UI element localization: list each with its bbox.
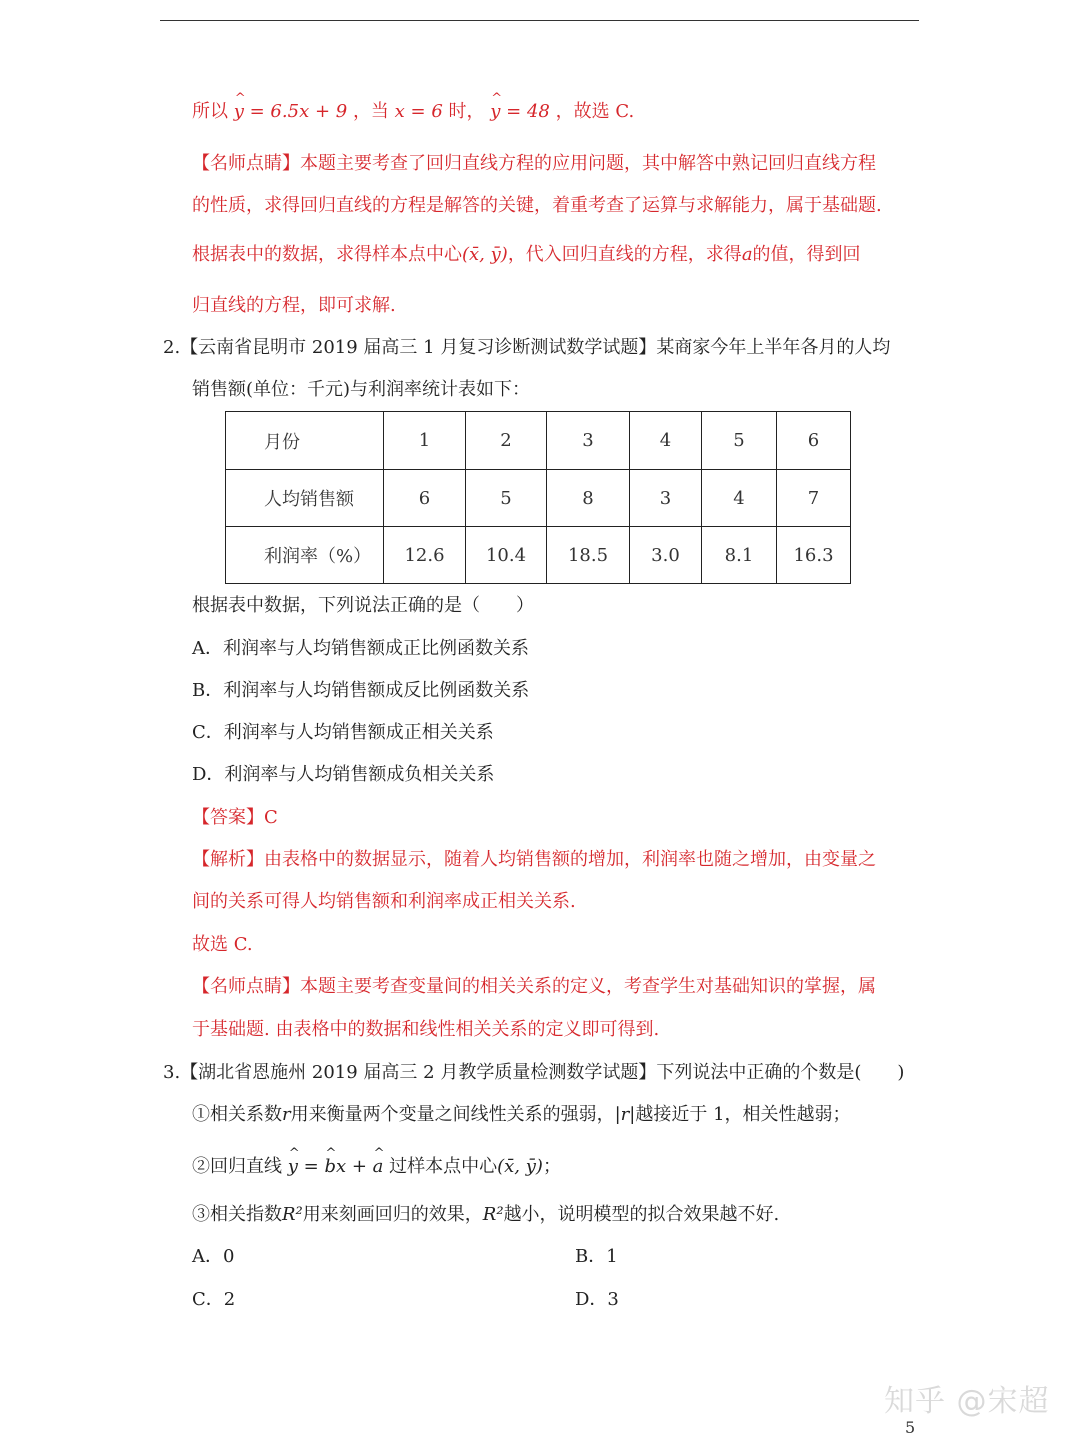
prev-tip-line-1: 【名师点睛】本题主要考查了回归直线方程的应用问题，其中解答中熟记回归直线方程 — [192, 153, 876, 174]
text-time: 时， — [448, 101, 485, 122]
q3-stem: 3.【湖北省恩施州 2019 届高三 2 月教学质量检测数学试题】下列说法中正确的个数是( ) — [163, 1062, 905, 1083]
regression-equation: ^ y = 6.5x + 9 — [234, 101, 347, 122]
q2-option-b: B．利润率与人均销售额成反比例函数关系 — [192, 680, 530, 701]
q3-statement-3: ③相关指数R²用来刻画回归的效果，R²越小，说明模型的拟合效果越不好. — [192, 1204, 780, 1225]
table-row-sales: 人均销售额 6 5 8 3 4 7 — [226, 470, 851, 527]
q2-prompt: 根据表中数据，下列说法正确的是（ ） — [192, 595, 534, 616]
y-value: ^ y = 48 — [490, 101, 550, 122]
solution-conclusion — [192, 100, 634, 124]
sales-profit-table — [225, 411, 851, 584]
q2-option-d: D．利润率与人均销售额成负相关关系 — [192, 764, 495, 785]
q2-stem-line-2: 销售额(单位：千元)与利润率统计表如下： — [192, 379, 531, 400]
watermark: 知乎 @宋超 — [884, 1384, 1050, 1419]
q2-analysis-line-2: 间的关系可得人均销售额和利润率成正相关关系. — [192, 891, 576, 912]
page-number: 5 — [905, 1418, 916, 1437]
q2-tip-line-1: 【名师点睛】本题主要考查变量间的相关关系的定义，考查学生对基础知识的掌握，属 — [192, 976, 876, 997]
q2-tip-line-2: 于基础题. 由表格中的数据和线性相关关系的定义即可得到. — [192, 1019, 660, 1040]
table-row-month: 月份 1 2 3 4 5 6 — [226, 412, 851, 470]
regression-line-equation: ^ y = ^ bx + ^ a — [288, 1156, 384, 1177]
q3-statement-1: ①相关系数r用来衡量两个变量之间线性关系的强弱，|r|越接近于 1，相关性越弱； — [192, 1104, 851, 1125]
q2-option-a: A．利润率与人均销售额成正比例函数关系 — [192, 638, 529, 659]
prev-tip-line-3: 根据表中的数据，求得样本点中心(x̄, ȳ)，代入回归直线的方程，求得a的值，得到回 — [192, 244, 861, 265]
param-a: a — [741, 244, 753, 265]
text-choose: ，故选 C. — [555, 101, 635, 122]
q3-option-c: C．2 — [192, 1289, 236, 1310]
x-value: x = 6 — [394, 101, 443, 122]
q2-choose: 故选 C. — [192, 934, 253, 955]
q3-option-b: B．1 — [575, 1246, 618, 1267]
sample-center: (x̄, ȳ) — [462, 244, 508, 265]
prev-tip-line-4: 归直线的方程，即可求解. — [192, 295, 396, 316]
q2-stem-line-1: 2.【云南省昆明市 2019 届高三 1 月复习诊断测试数学试题】某商家今年上半年各月的人均 — [163, 337, 891, 358]
q2-answer: 【答案】C — [192, 807, 278, 828]
q2-option-c: C．利润率与人均销售额成正相关关系 — [192, 722, 494, 743]
q3-statement-2: ②回归直线 ^ y = ^ bx + ^ a 过样本点中心(x̄, ȳ)； — [192, 1155, 561, 1179]
text-when: ，当 — [352, 101, 389, 122]
text-so: 所以 — [192, 101, 228, 122]
q3-option-a: A．0 — [192, 1246, 235, 1267]
header-rule — [160, 20, 919, 21]
q3-option-d: D．3 — [575, 1289, 619, 1310]
q2-analysis-line-1: 【解析】由表格中的数据显示，随着人均销售额的增加，利润率也随之增加，由变量之 — [192, 849, 876, 870]
prev-tip-line-2: 的性质，求得回归直线的方程是解答的关键，着重考查了运算与求解能力，属于基础题. — [192, 195, 882, 216]
table-row-profit: 利润率（%） 12.6 10.4 18.5 3.0 8.1 16.3 — [226, 527, 851, 584]
